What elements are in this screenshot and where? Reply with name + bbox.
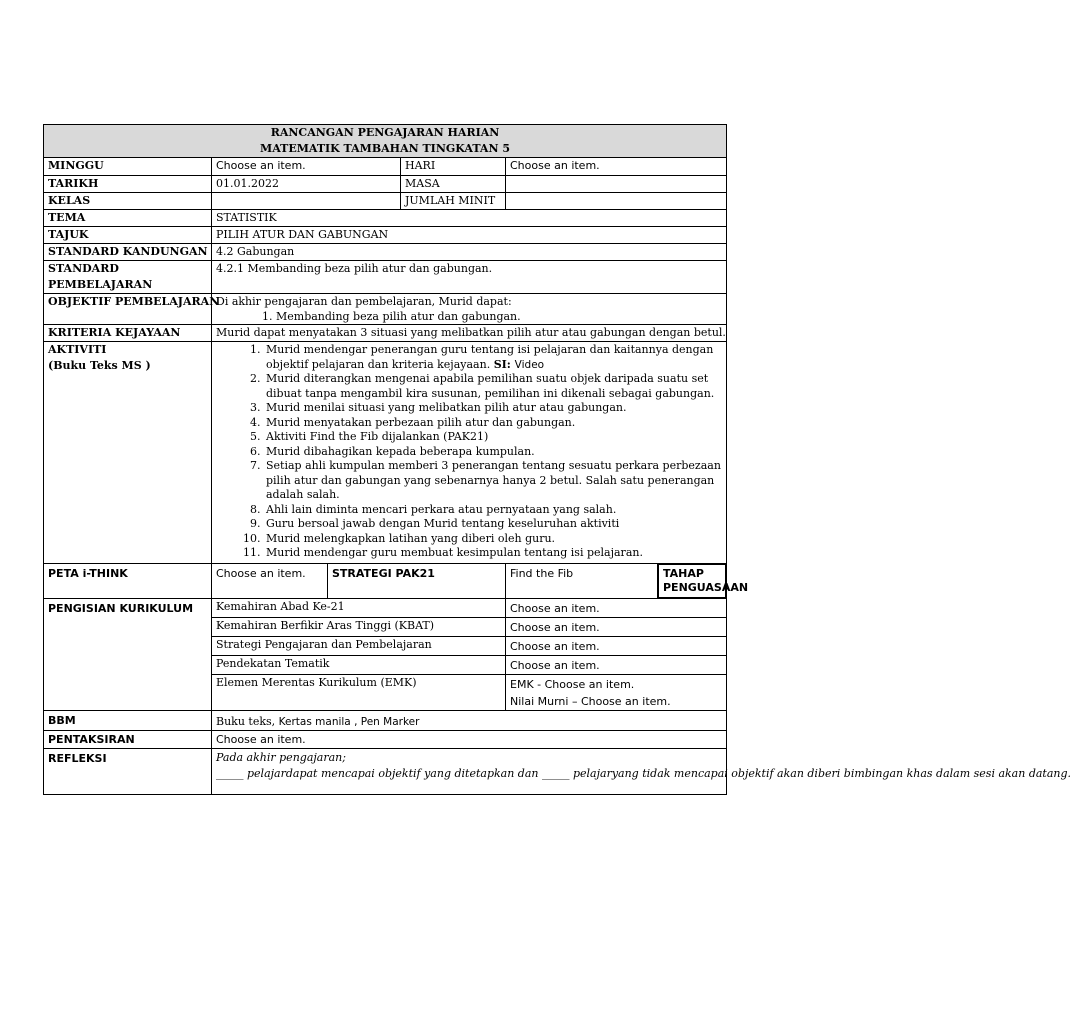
bbm-value[interactable] [212,710,727,730]
aktiviti-label-line-1: AKTIVITI [48,343,107,356]
objektif-value[interactable] [212,294,727,325]
aktiviti-item: 5. Aktiviti Find the Fib dijalankan (PAK21) [264,430,722,445]
kriteria-label: KRITERIA KEJAYAAN [44,325,212,342]
standard-pembelajaran-label-line-1: STANDARD [48,262,119,275]
tarikh-label: TARIKH [44,176,212,193]
standard-pembelajaran-label [44,261,212,294]
peta-row [44,563,727,598]
tajuk-row [44,227,727,244]
aktiviti-item: 4. Murid menyatakan perbezaan pilih atur dan gabungan. [264,416,722,431]
pentaksiran-row [44,730,727,748]
masa-label: MASA [401,176,506,193]
pentaksiran-label: PENTAKSIRAN [44,730,212,748]
standard-pembelajaran-value[interactable]: 4.2.1 Membanding beza pilih atur dan gabungan. [212,261,727,294]
title-line-1: RANCANGAN PENGAJARAN HARIAN [270,126,500,139]
objektif-label: OBJEKTIF PEMBELAJARAN [44,294,212,325]
jumlah-minit-value[interactable] [506,193,727,210]
kurikulum-dropdown[interactable]: Choose an item. [506,617,727,636]
tahap-label-line-2: PENGUASAAN [663,580,749,594]
aktiviti-item: 6. Murid dibahagikan kepada beberapa kumpulan. [264,445,722,460]
aktiviti-item-text: Murid mendengar penerangan guru tentang isi pelajaran dan kaitannya dengan objektif pelajaran dan kriteria kejayaan. [266,343,714,371]
title-line-2: MATEMATIK TAMBAHAN TINGKATAN 5 [260,142,510,155]
aktiviti-item: 8. Ahli lain diminta mencari perkara atau pernyataan yang salah. [264,503,722,518]
nilai-murni-dropdown[interactable]: Nilai Murni – Choose an item. [510,694,671,708]
hari-dropdown[interactable]: Choose an item. [506,158,727,176]
objektif-intro: Di akhir pengajaran dan pembelajaran, Murid dapat: [216,295,512,308]
lesson-plan-document [43,124,1071,795]
kurikulum-item-name: Kemahiran Abad Ke-21 [212,598,506,617]
aktiviti-item: 9. Guru bersoal jawab dengan Murid tentang keseluruhan aktiviti [264,517,722,532]
peta-label: PETA i-THINK [44,563,212,598]
strategi-label: STRATEGI PAK21 [328,563,506,598]
tema-value[interactable]: STATISTIK [212,210,727,227]
kurikulum-row-1 [44,598,727,617]
bbm-row [44,710,727,730]
tema-label: TEMA [44,210,212,227]
si-label: SI: [493,357,515,371]
strategi-value[interactable]: Find the Fib [506,563,658,598]
aktiviti-item: 10. Murid melengkapkan latihan yang diberi oleh guru. [264,532,722,547]
aktiviti-item: 3. Murid menilai situasi yang melibatkan pilih atur atau gabungan. [264,401,722,416]
minggu-label: MINGGU [44,158,212,176]
tajuk-value[interactable]: PILIH ATUR DAN GABUNGAN [212,227,727,244]
tahap-label-line-1: TAHAP [663,566,704,580]
standard-pembelajaran-row [44,261,727,294]
refleksi-line-2: _____ pelajardapat mencapai objektif yang ditetapkan dan _____ pelajaryang tidak mencapai objektif akan diberi bimbingan khas dalam sesi akan datang. [216,766,1071,780]
aktiviti-item: 11. Murid mendengar guru membuat kesimpulan tentang isi pelajaran. [264,546,722,561]
aktiviti-list [216,343,722,561]
tahap-cell [658,563,749,598]
minggu-dropdown[interactable]: Choose an item. [212,158,401,176]
standard-kandungan-row [44,244,727,261]
tahap-label [659,564,749,597]
aktiviti-item: 2. Murid diterangkan mengenai apabila pemilihan suatu objek daripada suatu set dibuat tanpa mengambil kira susunan, pemilihan ini dikenali sebagai gabungan. [264,372,722,401]
objektif-row [44,294,727,325]
refleksi-label: REFLEKSI [44,748,212,794]
kelas-row [44,193,727,210]
bbm-label: BBM [44,710,212,730]
tarikh-value[interactable]: 01.01.2022 [212,176,401,193]
standard-pembelajaran-label-line-2: PEMBELAJARAN [48,278,153,291]
kelas-label: KELAS [44,193,212,210]
aktiviti-row [44,342,727,564]
header-row [44,125,727,158]
refleksi-value[interactable] [212,748,1071,794]
bbm-materials: Kertas manila , Pen Marker [278,715,420,728]
kurikulum-item-name: Strategi Pengajaran dan Pembelajaran [212,636,506,655]
document-title [44,125,727,158]
kurikulum-dropdown[interactable]: Choose an item. [506,636,727,655]
bbm-buku-teks: Buku teks, [216,714,279,728]
aktiviti-item: 7. Setiap ahli kumpulan memberi 3 penerangan tentang sesuatu perkara perbezaan pilih atur dan gabungan yang sebenarnya hanya 2 betul. Salah satu penerangan adalah salah. [264,459,722,503]
aktiviti-label [44,342,212,564]
aktiviti-content[interactable] [212,342,727,564]
tajuk-label: TAJUK [44,227,212,244]
tema-row [44,210,727,227]
minggu-row [44,158,727,176]
refleksi-row [44,748,727,794]
tahap-inner [658,564,749,598]
kurikulum-dropdown[interactable]: Choose an item. [506,655,727,674]
standard-kandungan-label: STANDARD KANDUNGAN [44,244,212,261]
kurikulum-dropdown[interactable]: Choose an item. [506,598,727,617]
kurikulum-item-name: Kemahiran Berfikir Aras Tinggi (KBAT) [212,617,506,636]
aktiviti-label-line-2: (Buku Teks MS ) [48,359,151,372]
kurikulum-item-name: Pendekatan Tematik [212,655,506,674]
jumlah-minit-label: JUMLAH MINIT [401,193,506,210]
lesson-plan-table [43,124,1071,795]
hari-label: HARI [401,158,506,176]
emk-dropdown[interactable]: EMK - Choose an item. [510,677,635,691]
aktiviti-item [264,343,722,372]
standard-kandungan-value[interactable]: 4.2 Gabungan [212,244,727,261]
kurikulum-label: PENGISIAN KURIKULUM [44,598,212,710]
emk-cell[interactable] [506,674,727,710]
kriteria-row [44,325,727,342]
video-link[interactable]: Video [514,358,545,371]
peta-dropdown[interactable]: Choose an item. [212,563,328,598]
kriteria-value[interactable]: Murid dapat menyatakan 3 situasi yang melibatkan pilih atur atau gabungan dengan betul. [212,325,727,342]
pentaksiran-dropdown[interactable]: Choose an item. [212,730,727,748]
tarikh-row [44,176,727,193]
emk-name: Elemen Merentas Kurikulum (EMK) [212,674,506,710]
refleksi-line-1: Pada akhir pengajaran; [216,750,346,764]
objektif-item: 1. Membanding beza pilih atur dan gabungan. [262,310,521,323]
kelas-value[interactable] [212,193,401,210]
masa-value[interactable] [506,176,727,193]
